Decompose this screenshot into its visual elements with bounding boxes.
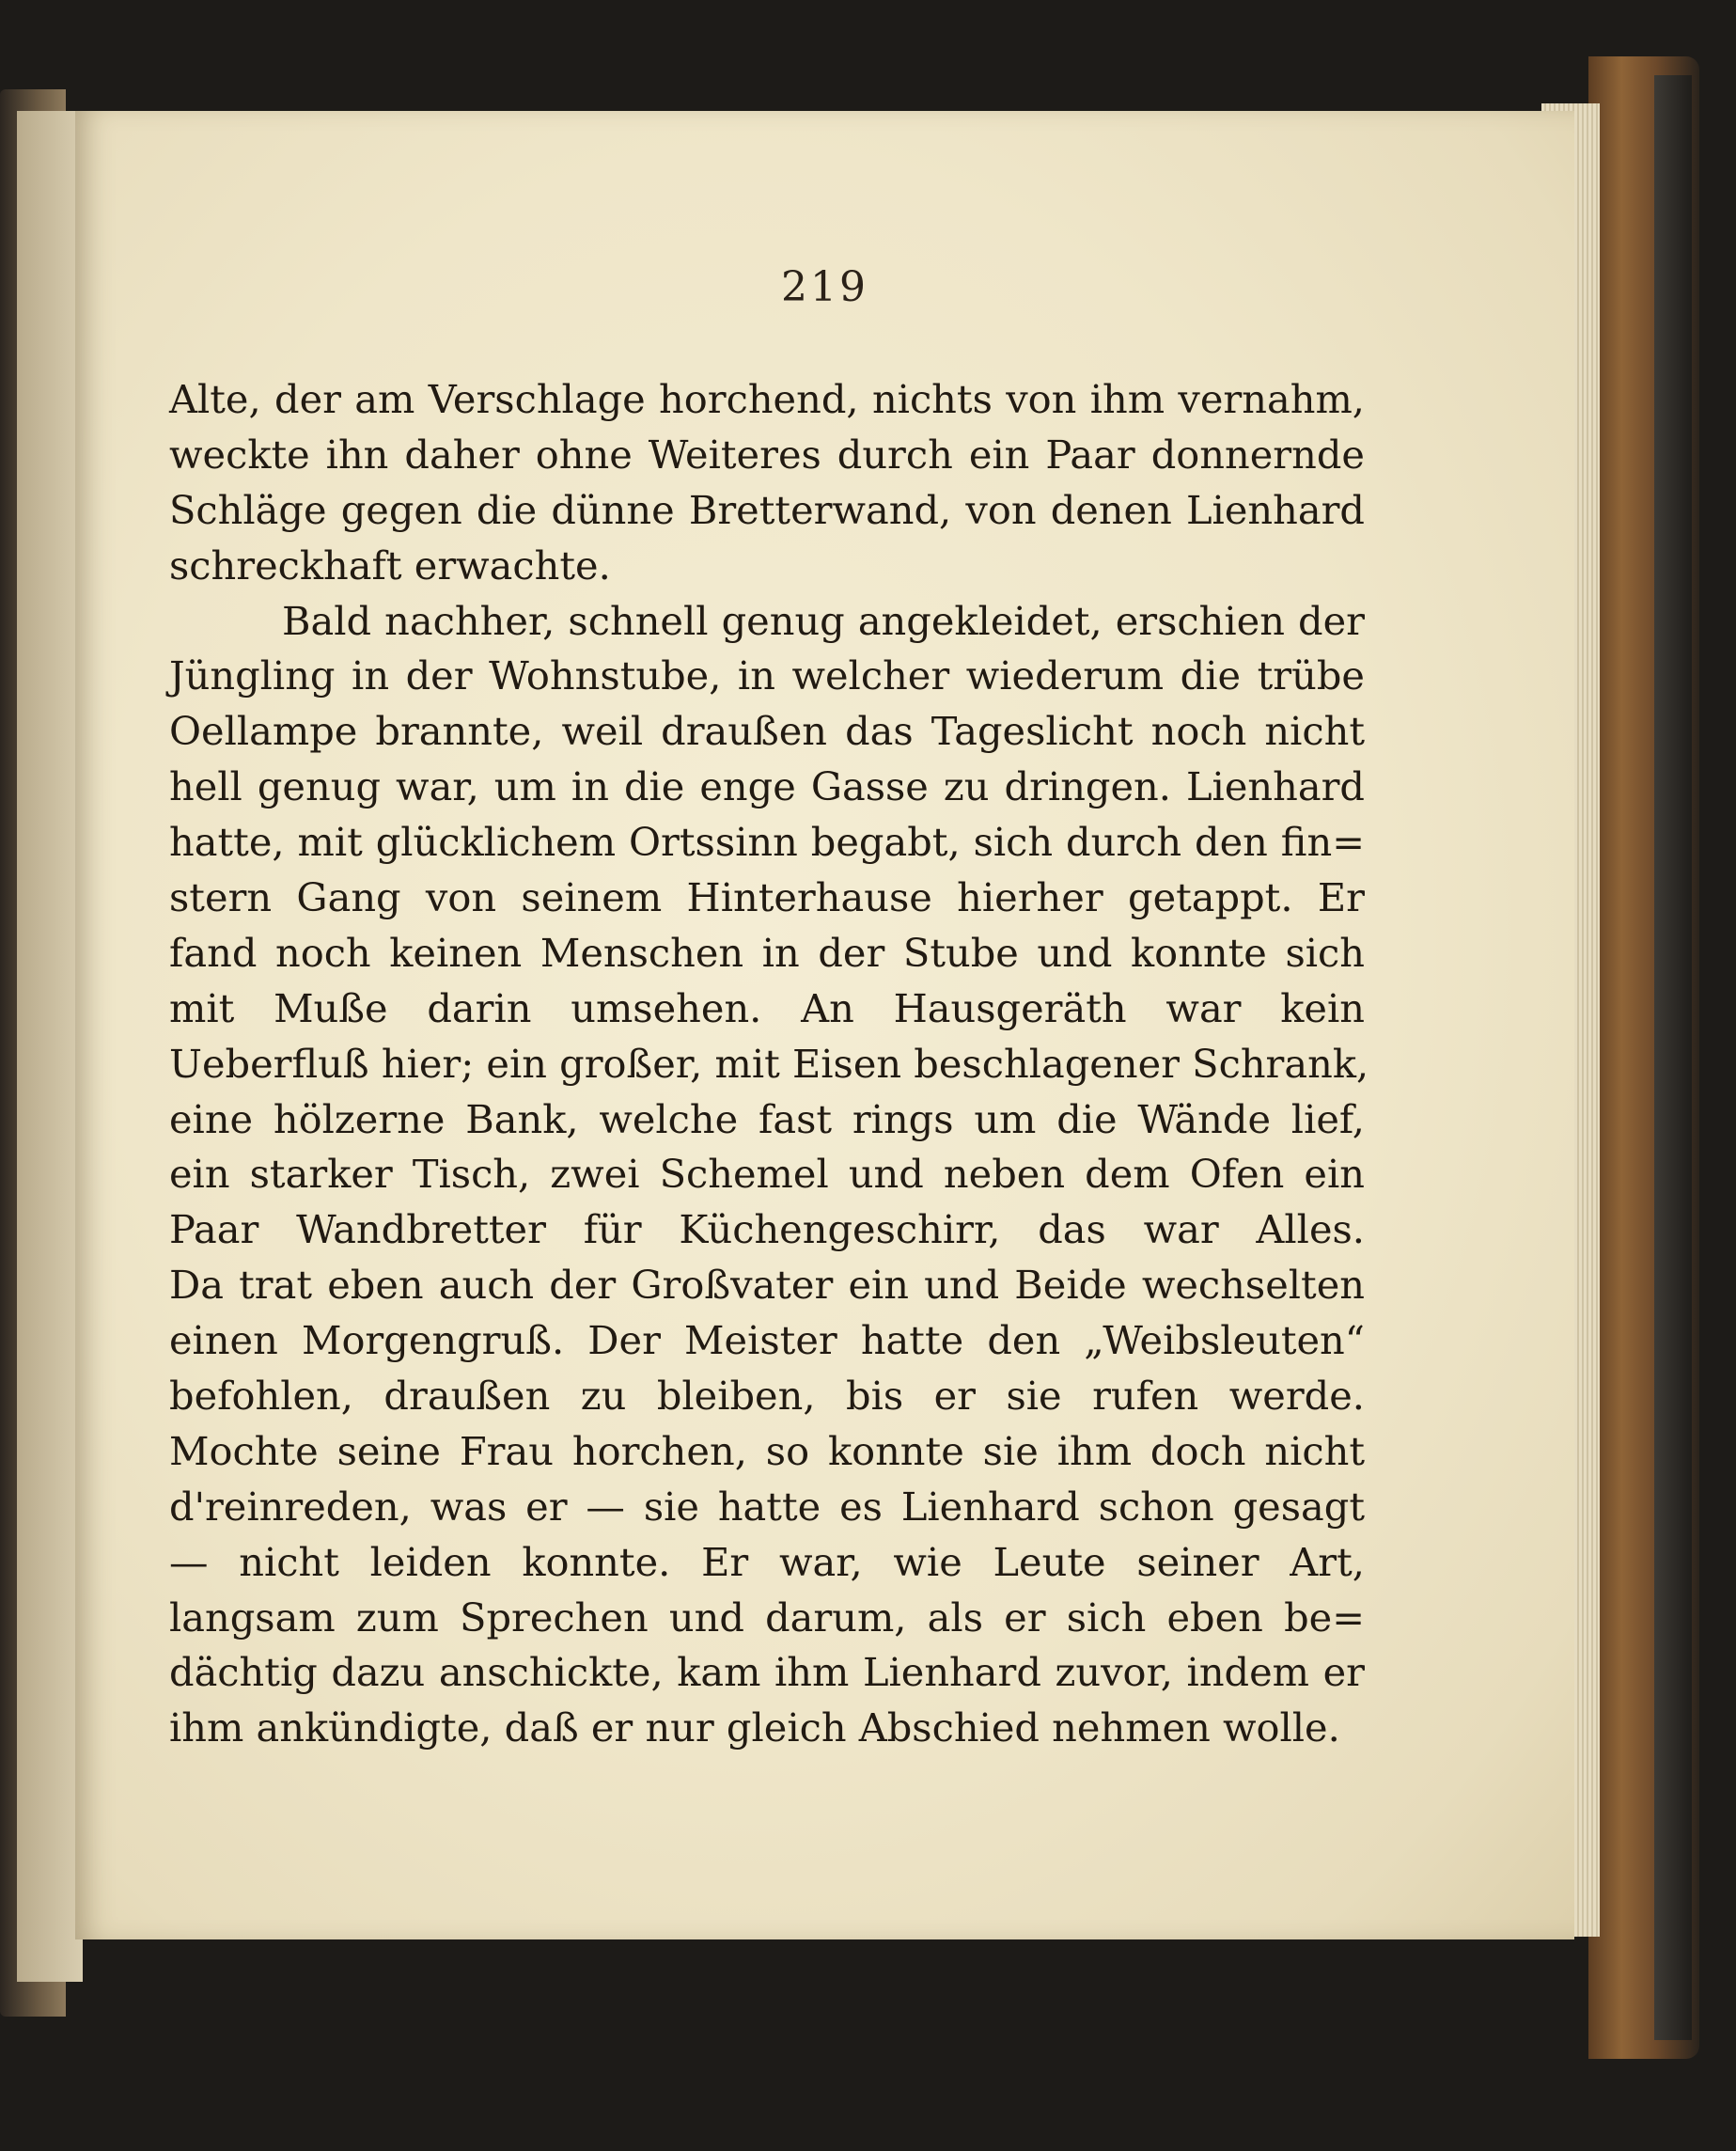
text-line: — nicht leiden konnte. Er war, wie Leute seiner Art, <box>169 1538 1365 1585</box>
body-text <box>169 372 1369 1756</box>
text-line: fand noch keinen Menschen in der Stube und konnte sich <box>169 929 1365 976</box>
text-line: Da trat eben auch der Großvater ein und Beide wechselten <box>169 1262 1365 1309</box>
text-line: Jüngling in der Wohnstube, in welcher wiederum die trübe <box>169 652 1365 699</box>
text-line: ihm ankündigte, daß er nur gleich Abschied nehmen wolle. <box>169 1704 1340 1751</box>
text-line: weckte ihn daher ohne Weiteres durch ein Paar donnernde <box>169 431 1365 478</box>
text-line: d'reinreden, was er — sie hatte es Lienhard schon gesagt <box>169 1483 1365 1530</box>
text-line: Mochte seine Frau horchen, so konnte sie ihm doch nicht <box>169 1427 1365 1474</box>
text-line: befohlen, draußen zu bleiben, bis er sie rufen werde. <box>169 1373 1365 1420</box>
text-line: dächtig dazu anschickte, kam ihm Lienhard zuvor, indem er <box>169 1649 1365 1696</box>
text-line: langsam zum Sprechen und darum, als er sich eben be= <box>169 1594 1365 1641</box>
text-line: Schläge gegen die dünne Bretterwand, von denen Lienhard <box>169 486 1365 533</box>
text-line: Paar Wandbretter für Küchengeschirr, das war Alles. <box>169 1206 1365 1253</box>
text-line: Bald nachher, schnell genug angekleidet, erschien der <box>282 597 1365 644</box>
text-line: hatte, mit glücklichem Ortssinn begabt, sich durch den fin= <box>169 819 1365 866</box>
text-line: eine hölzerne Bank, welche fast rings um die Wände lief, <box>169 1095 1365 1142</box>
previous-page-edge <box>17 111 83 1982</box>
text-line: Ueberfluß hier; ein großer, mit Eisen beschlagener Schrank, <box>169 1040 1369 1087</box>
text-line: Alte, der am Verschlage horchend, nichts von ihm vernahm, <box>169 376 1365 422</box>
text-line: einen Morgengruß. Der Meister hatte den „Weibsleuten“ <box>169 1317 1365 1364</box>
text-line: Oellampe brannte, weil draußen das Tageslicht noch nicht <box>169 708 1365 755</box>
book-page <box>75 111 1574 1939</box>
text-line: schreckhaft erwachte. <box>169 542 611 589</box>
text-line: hell genug war, um in die enge Gasse zu dringen. Lienhard <box>169 763 1365 810</box>
text-line: ein starker Tisch, zwei Schemel und neben dem Ofen ein <box>169 1151 1365 1198</box>
cover-board-edge <box>1654 75 1692 2040</box>
page-number: 219 <box>781 263 868 311</box>
text-line: stern Gang von seinem Hinterhause hierher getappt. Er <box>169 874 1365 921</box>
text-line: mit Muße darin umsehen. An Hausgeräth war kein <box>169 984 1365 1031</box>
